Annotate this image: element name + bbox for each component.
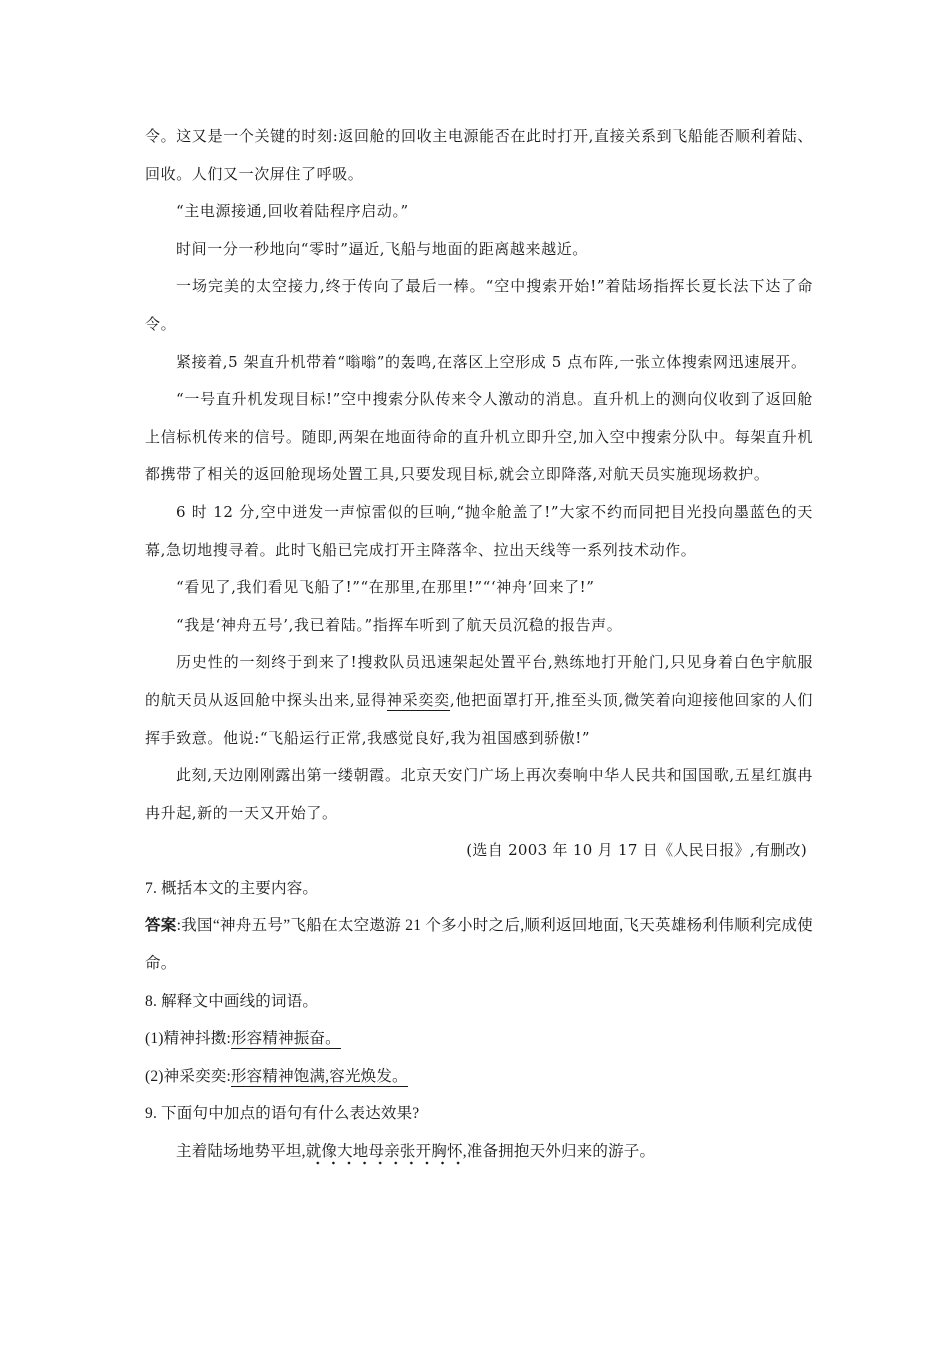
question-8: 8. 解释文中画线的词语。: [145, 992, 319, 1010]
term-answer: 形容精神饱满,容光焕发。: [230, 1067, 408, 1085]
term-label: (1)精神抖擞:: [145, 1030, 231, 1048]
paragraph: 一场完美的太空接力,终于传向了最后一棒。“空中搜索开始!”着陆场指挥长夏长法下达了命令。: [145, 277, 813, 333]
paragraph: 令。这又是一个关键的时刻:返回舱的回收主电源能否在此时打开,直接关系到飞船能否顺利着陆、回收。人们又一次屏住了呼吸。: [145, 127, 813, 183]
paragraph: 时间一分一秒地向“零时”逼近,飞船与地面的距离越来越近。: [176, 239, 588, 258]
paragraph-text: ,他把面罩打开,推至头顶,微笑着向迎接他回家的人们挥手致意。他说:“飞船运行正常,我感觉良好,我为祖国感到骄傲!”: [145, 690, 813, 747]
paragraph: “一号直升机发现目标!”空中搜索分队传来令人激动的消息。直升机上的测向仪收到了返回舱上信标机传来的信号。随即,两架在地面待命的直升机立即升空,加入空中搜索分队中。每架直升机都携带了相关的返回舱现场处置工具,只要发现目标,就会立即降落,对航天员实施现场救护。: [145, 390, 813, 484]
answer-label: 答案: [145, 917, 177, 935]
sentence-text: ,准备拥抱天外归来的游子。: [462, 1143, 656, 1161]
question-7: 7. 概括本文的主要内容。: [145, 879, 319, 897]
question-9: 9. 下面句中加点的语句有什么表达效果?: [145, 1105, 420, 1123]
answer-text: :我国“神舟五号”飞船在太空遨游 21 个多小时之后,顺利返回地面,飞天英雄杨利伟顺利完成使命。: [145, 917, 813, 973]
paragraph: “主电源接通,回收着陆程序启动。”: [176, 202, 409, 221]
underlined-word: 神采奕奕: [386, 690, 450, 709]
term-answer: 形容精神振奋。: [230, 1030, 341, 1048]
paragraph-text: 历史性的一刻终于到来了!搜救队员迅速架起处置平台,熟练地打开舱门,只见身着白色宇航服的航天员从返回舱中探头出来,显得: [145, 653, 813, 709]
article-body: [145, 118, 813, 1171]
answer: [145, 907, 813, 982]
question-8-2: [145, 1058, 813, 1096]
question-9-sentence: [145, 1133, 813, 1171]
paragraph: 6 时 12 分,空中迸发一声惊雷似的巨响,“抛伞舱盖了!”大家不约而同把目光投向墨蓝色的天幕,急切地搜寻着。此时飞船已完成打开主降落伞、拉出天线等一系列技术动作。: [145, 502, 813, 559]
paragraph: “看见了,我们看见飞船了!”“在那里,在那里!”“‘神舟’回来了!”: [176, 578, 595, 597]
paragraph: [145, 644, 813, 757]
sentence-text: 主着陆场地势平坦,: [176, 1143, 306, 1161]
paragraph: 此刻,天边刚刚露出第一缕朝霞。北京天安门广场上再次奏响中华人民共和国国歌,五星红旗冉冉升起,新的一天又开始了。: [145, 766, 813, 822]
term-label: (2)神采奕奕:: [145, 1067, 231, 1085]
question-8-1: [145, 1020, 813, 1058]
paragraph: “我是‘神舟五号’,我已着陆。”指挥车听到了航天员沉稳的报告声。: [176, 615, 623, 634]
paragraph: 紧接着,5 架直升机带着“嗡嗡”的轰鸣,在落区上空形成 5 点布阵,一张立体搜索网迅速展开。: [176, 352, 807, 371]
dotted-phrase: 就像大地母亲张开胸怀: [306, 1143, 463, 1166]
source-citation: (选自 2003 年 10 月 17 日《人民日报》,有删改): [466, 841, 807, 860]
